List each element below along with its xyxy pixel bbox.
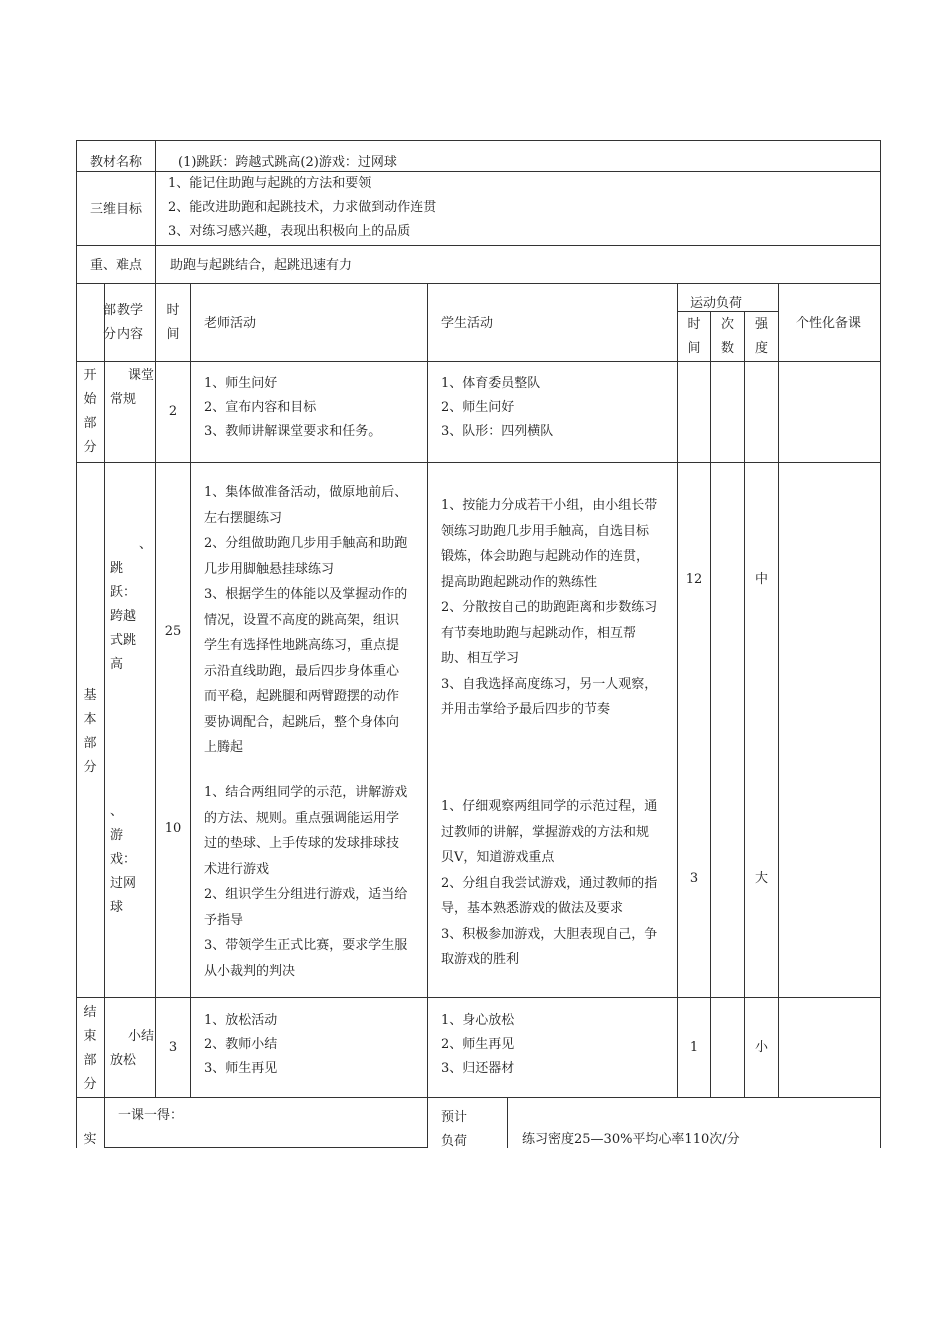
game-time: 10 bbox=[164, 821, 182, 836]
start-teacher-activity: 1、师生问好 2、宣布内容和目标 3、教师讲解课堂要求和任务。 bbox=[204, 376, 382, 439]
col-load-intensity-header: 强 度 bbox=[754, 317, 768, 356]
start-part-label: 开 始 部 分 bbox=[83, 368, 97, 455]
jump-teacher-activity: 1、集体做准备活动，做原地前后、 左右摆腿练习 2、分组做助跑几步用手触高和助跑 几步用脚触悬挂球练习 3、根据学生的体能以及掌握动作的 情况，设置不高度的跳高架，组识 学生有选择性地跳高练习，重点提 示沿直线助跑，最后四步身体重心 而平稳，起跳腿和两臂蹬摆的动作 要协调配合，起跳后，整个身体向 上腾起 bbox=[204, 485, 408, 755]
start-content: 课堂 常规 bbox=[110, 368, 154, 407]
end-student-activity: 1、身心放松 2、师生再见 3、归还器材 bbox=[441, 1013, 515, 1076]
end-load-time: 1 bbox=[689, 1040, 699, 1055]
col-student-header: 学生活动 bbox=[441, 316, 494, 331]
material-label: 教材名称 bbox=[90, 155, 143, 170]
goals-list bbox=[168, 172, 436, 244]
col-load-time-header: 时 间 bbox=[687, 317, 701, 356]
game-teacher-activity: 1、结合两组同学的示范，讲解游戏 的方法、规则。重点强调能运用学 过的垫球、上手传球的发球排球技 术进行游戏 2、组识学生分组进行游戏，适当给 予指导 3、带领学生正式比赛，要求学生服 从小裁判的判决 bbox=[204, 785, 408, 979]
game-content: 、 游 戏： 过网 球 bbox=[110, 804, 137, 915]
end-teacher-activity: 1、放松活动 2、教师小结 3、师生再见 bbox=[204, 1013, 278, 1076]
end-content: 小结 放松 bbox=[110, 1029, 154, 1068]
start-time: 2 bbox=[168, 404, 178, 419]
goal-item: 3、对练习感兴趣，表现出积极向上的品质 bbox=[168, 224, 411, 239]
game-load-time: 3 bbox=[689, 871, 699, 886]
end-load-intensity: 小 bbox=[754, 1040, 768, 1055]
jump-content: 、 跳 跃： 跨越 式跳 高 bbox=[110, 537, 152, 672]
col-part-header: 部 分 bbox=[102, 303, 116, 342]
col-content-header: 教学 内容 bbox=[116, 303, 143, 342]
col-load-count-header: 次 数 bbox=[720, 317, 734, 356]
key-label: 重、难点 bbox=[90, 258, 143, 273]
expected-load-value: 练习密度25—30%平均心率110次/分 bbox=[522, 1132, 740, 1147]
goal-item: 2、能改进助跑和起跳技术，力求做到动作连贯 bbox=[168, 200, 437, 215]
col-teacher-header: 老师活动 bbox=[204, 316, 257, 331]
game-student-activity: 1、仔细观察两组同学的示范过程，通 过教师的讲解，掌握游戏的方法和规 贝V，知道游戏重点 2、分组自我尝试游戏，通过教师的指 导，基本熟悉游戏的做法及要求 3、积极参加游戏，大胆表现自己，争 取游戏的胜利 bbox=[441, 799, 658, 967]
jump-student-activity: 1、按能力分成若干小组，由小组长带 领练习助跑几步用手触高，自选目标 锻炼，体会助跑与起跳动作的连贯， 提高助跑起跳动作的熟练性 2、分散按自己的助跑距离和步数练习 有节奏地助跑与起跳动作，相互帮 助、相互学习 3、自我选择高度练习，另一人观察， 并用击掌给予最后四步的节奏 bbox=[441, 498, 658, 717]
gain-label: 一课一得： bbox=[118, 1108, 184, 1123]
start-student-activity: 1、体育委员整队 2、师生问好 3、队形：四列横队 bbox=[441, 376, 554, 439]
end-time: 3 bbox=[168, 1040, 178, 1055]
goals-label: 三维目标 bbox=[90, 202, 143, 217]
key-value: 助跑与起跳结合，起跳迅速有力 bbox=[170, 258, 353, 273]
material-value: (1)跳跃：跨越式跳高(2)游戏：过网球 bbox=[178, 155, 397, 170]
basic-part-label: 基 本 部 分 bbox=[83, 688, 97, 775]
col-load-header: 运动负荷 bbox=[690, 296, 743, 311]
jump-load-time: 12 bbox=[685, 572, 703, 587]
jump-load-intensity: 中 bbox=[754, 572, 768, 587]
end-part-label: 结 束 部 分 bbox=[83, 1005, 97, 1092]
game-load-intensity: 大 bbox=[754, 871, 768, 886]
col-personal-header: 个性化备课 bbox=[796, 316, 862, 331]
jump-time: 25 bbox=[164, 624, 182, 639]
col-time-header: 时 间 bbox=[166, 303, 180, 342]
expected-load-label: 预计 负荷 bbox=[441, 1110, 468, 1149]
goal-item: 1、能记住助跑与起跳的方法和要领 bbox=[168, 176, 372, 191]
practice-label: 实 bbox=[83, 1132, 97, 1147]
